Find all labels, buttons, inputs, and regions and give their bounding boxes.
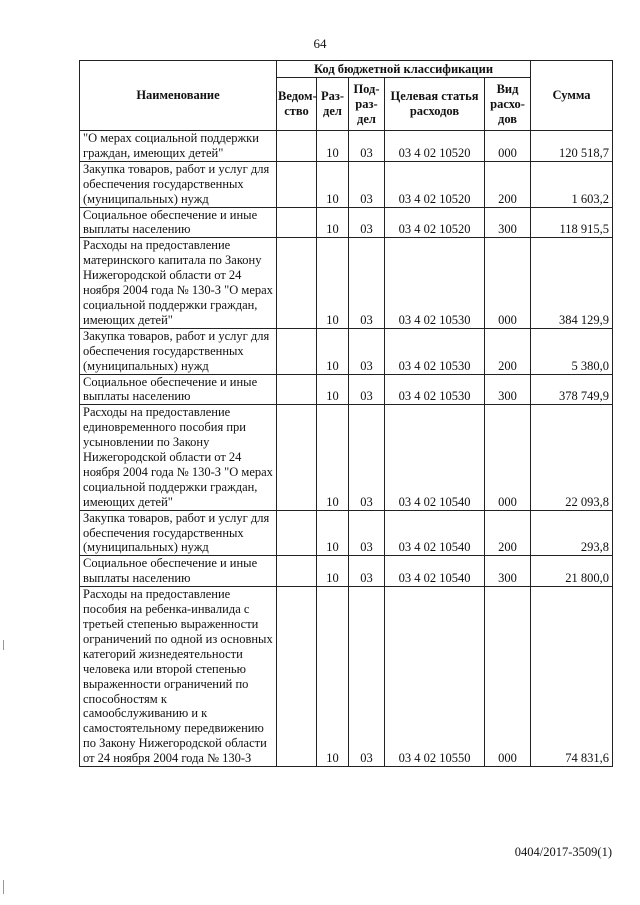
row-vedomstvo-cell <box>277 328 317 374</box>
row-vedomstvo-cell <box>277 131 317 162</box>
row-razdel-cell: 10 <box>317 374 349 405</box>
row-sum-cell: 74 831,6 <box>531 587 613 767</box>
header-podrazdel: Под-раз-дел <box>349 78 385 131</box>
row-podrazdel-cell: 03 <box>349 238 385 328</box>
row-expense-type-cell: 300 <box>485 374 531 405</box>
row-name-cell: Социальное обеспечение и иные выплаты населению <box>80 374 277 405</box>
row-razdel-cell: 10 <box>317 131 349 162</box>
row-vedomstvo-cell <box>277 556 317 587</box>
header-target-article: Целевая статья расходов <box>385 78 485 131</box>
row-name-cell: Закупка товаров, работ и услуг для обеспечения государственных (муниципальных) нужд <box>80 161 277 207</box>
budget-table <box>79 60 613 767</box>
row-name-cell: Расходы на предоставление материнского капитала по Закону Нижегородской области от 24 ноября 2004 года № 130-З "О мерах социальной поддержки граждан, имеющих детей" <box>80 238 277 328</box>
row-podrazdel-cell: 03 <box>349 510 385 556</box>
table-row <box>80 328 613 374</box>
row-name-cell: Расходы на предоставление единовременного пособия при усыновлении по Закону Нижегородской области от 24 ноября 2004 года № 130-З "О мерах социальной поддержки граждан, имеющих детей" <box>80 405 277 510</box>
row-razdel-cell: 10 <box>317 328 349 374</box>
row-sum-cell: 1 603,2 <box>531 161 613 207</box>
table-row <box>80 587 613 767</box>
row-podrazdel-cell: 03 <box>349 374 385 405</box>
row-expense-type-cell: 000 <box>485 131 531 162</box>
row-target-article-cell: 03 4 02 10530 <box>385 328 485 374</box>
row-sum-cell: 120 518,7 <box>531 131 613 162</box>
row-sum-cell: 118 915,5 <box>531 207 613 238</box>
row-target-article-cell: 03 4 02 10530 <box>385 238 485 328</box>
table-row <box>80 131 613 162</box>
row-expense-type-cell: 000 <box>485 238 531 328</box>
row-target-article-cell: 03 4 02 10520 <box>385 161 485 207</box>
row-razdel-cell: 10 <box>317 510 349 556</box>
table-row <box>80 556 613 587</box>
row-vedomstvo-cell <box>277 207 317 238</box>
row-sum-cell: 378 749,9 <box>531 374 613 405</box>
row-vedomstvo-cell <box>277 405 317 510</box>
row-podrazdel-cell: 03 <box>349 328 385 374</box>
row-name-cell: "О мерах социальной поддержки граждан, имеющих детей" <box>80 131 277 162</box>
row-podrazdel-cell: 03 <box>349 556 385 587</box>
table-row <box>80 374 613 405</box>
row-name-cell: Закупка товаров, работ и услуг для обеспечения государственных (муниципальных) нужд <box>80 328 277 374</box>
table-row <box>80 510 613 556</box>
row-name-cell: Социальное обеспечение и иные выплаты населению <box>80 556 277 587</box>
row-sum-cell: 21 800,0 <box>531 556 613 587</box>
header-expense-type: Вид расхо-дов <box>485 78 531 131</box>
header-razdel: Раз-дел <box>317 78 349 131</box>
row-target-article-cell: 03 4 02 10540 <box>385 405 485 510</box>
row-expense-type-cell: 300 <box>485 207 531 238</box>
header-classification-group: Код бюджетной классификации <box>277 61 531 78</box>
row-sum-cell: 384 129,9 <box>531 238 613 328</box>
row-razdel-cell: 10 <box>317 161 349 207</box>
header-sum: Сумма <box>531 61 613 131</box>
row-podrazdel-cell: 03 <box>349 161 385 207</box>
row-expense-type-cell: 000 <box>485 587 531 767</box>
row-expense-type-cell: 200 <box>485 510 531 556</box>
row-vedomstvo-cell <box>277 238 317 328</box>
header-vedomstvo: Ведом-ство <box>277 78 317 131</box>
row-name-cell: Социальное обеспечение и иные выплаты населению <box>80 207 277 238</box>
document-id: 0404/2017-3509(1) <box>514 845 612 859</box>
table-body <box>80 131 613 767</box>
row-vedomstvo-cell <box>277 587 317 767</box>
row-vedomstvo-cell <box>277 374 317 405</box>
scan-edge-mark <box>3 640 4 650</box>
row-sum-cell: 293,8 <box>531 510 613 556</box>
row-target-article-cell: 03 4 02 10520 <box>385 131 485 162</box>
page-number: 64 <box>313 36 327 51</box>
row-razdel-cell: 10 <box>317 405 349 510</box>
row-target-article-cell: 03 4 02 10530 <box>385 374 485 405</box>
row-target-article-cell: 03 4 02 10540 <box>385 556 485 587</box>
row-target-article-cell: 03 4 02 10540 <box>385 510 485 556</box>
row-name-cell: Закупка товаров, работ и услуг для обеспечения государственных (муниципальных) нужд <box>80 510 277 556</box>
row-expense-type-cell: 200 <box>485 161 531 207</box>
row-podrazdel-cell: 03 <box>349 207 385 238</box>
row-podrazdel-cell: 03 <box>349 131 385 162</box>
row-expense-type-cell: 300 <box>485 556 531 587</box>
row-vedomstvo-cell <box>277 510 317 556</box>
table-row <box>80 207 613 238</box>
row-podrazdel-cell: 03 <box>349 587 385 767</box>
row-sum-cell: 22 093,8 <box>531 405 613 510</box>
row-expense-type-cell: 200 <box>485 328 531 374</box>
table-row <box>80 161 613 207</box>
row-razdel-cell: 10 <box>317 587 349 767</box>
table-row <box>80 405 613 510</box>
row-target-article-cell: 03 4 02 10520 <box>385 207 485 238</box>
row-target-article-cell: 03 4 02 10550 <box>385 587 485 767</box>
scan-edge-mark <box>3 880 4 894</box>
row-podrazdel-cell: 03 <box>349 405 385 510</box>
row-razdel-cell: 10 <box>317 207 349 238</box>
row-name-cell: Расходы на предоставление пособия на ребенка-инвалида с третьей степенью выраженности ограничений по одной из основных категорий жизнедеятельности человека или второй степенью выраженности ограничений по способностям к самообслуживанию и к самостоятельному передвижению по Закону Нижегородской области от 24 ноября 2004 года № 130-З <box>80 587 277 767</box>
header-name: Наименование <box>80 61 277 131</box>
row-sum-cell: 5 380,0 <box>531 328 613 374</box>
row-razdel-cell: 10 <box>317 556 349 587</box>
row-razdel-cell: 10 <box>317 238 349 328</box>
table-row <box>80 238 613 328</box>
row-expense-type-cell: 000 <box>485 405 531 510</box>
row-vedomstvo-cell <box>277 161 317 207</box>
